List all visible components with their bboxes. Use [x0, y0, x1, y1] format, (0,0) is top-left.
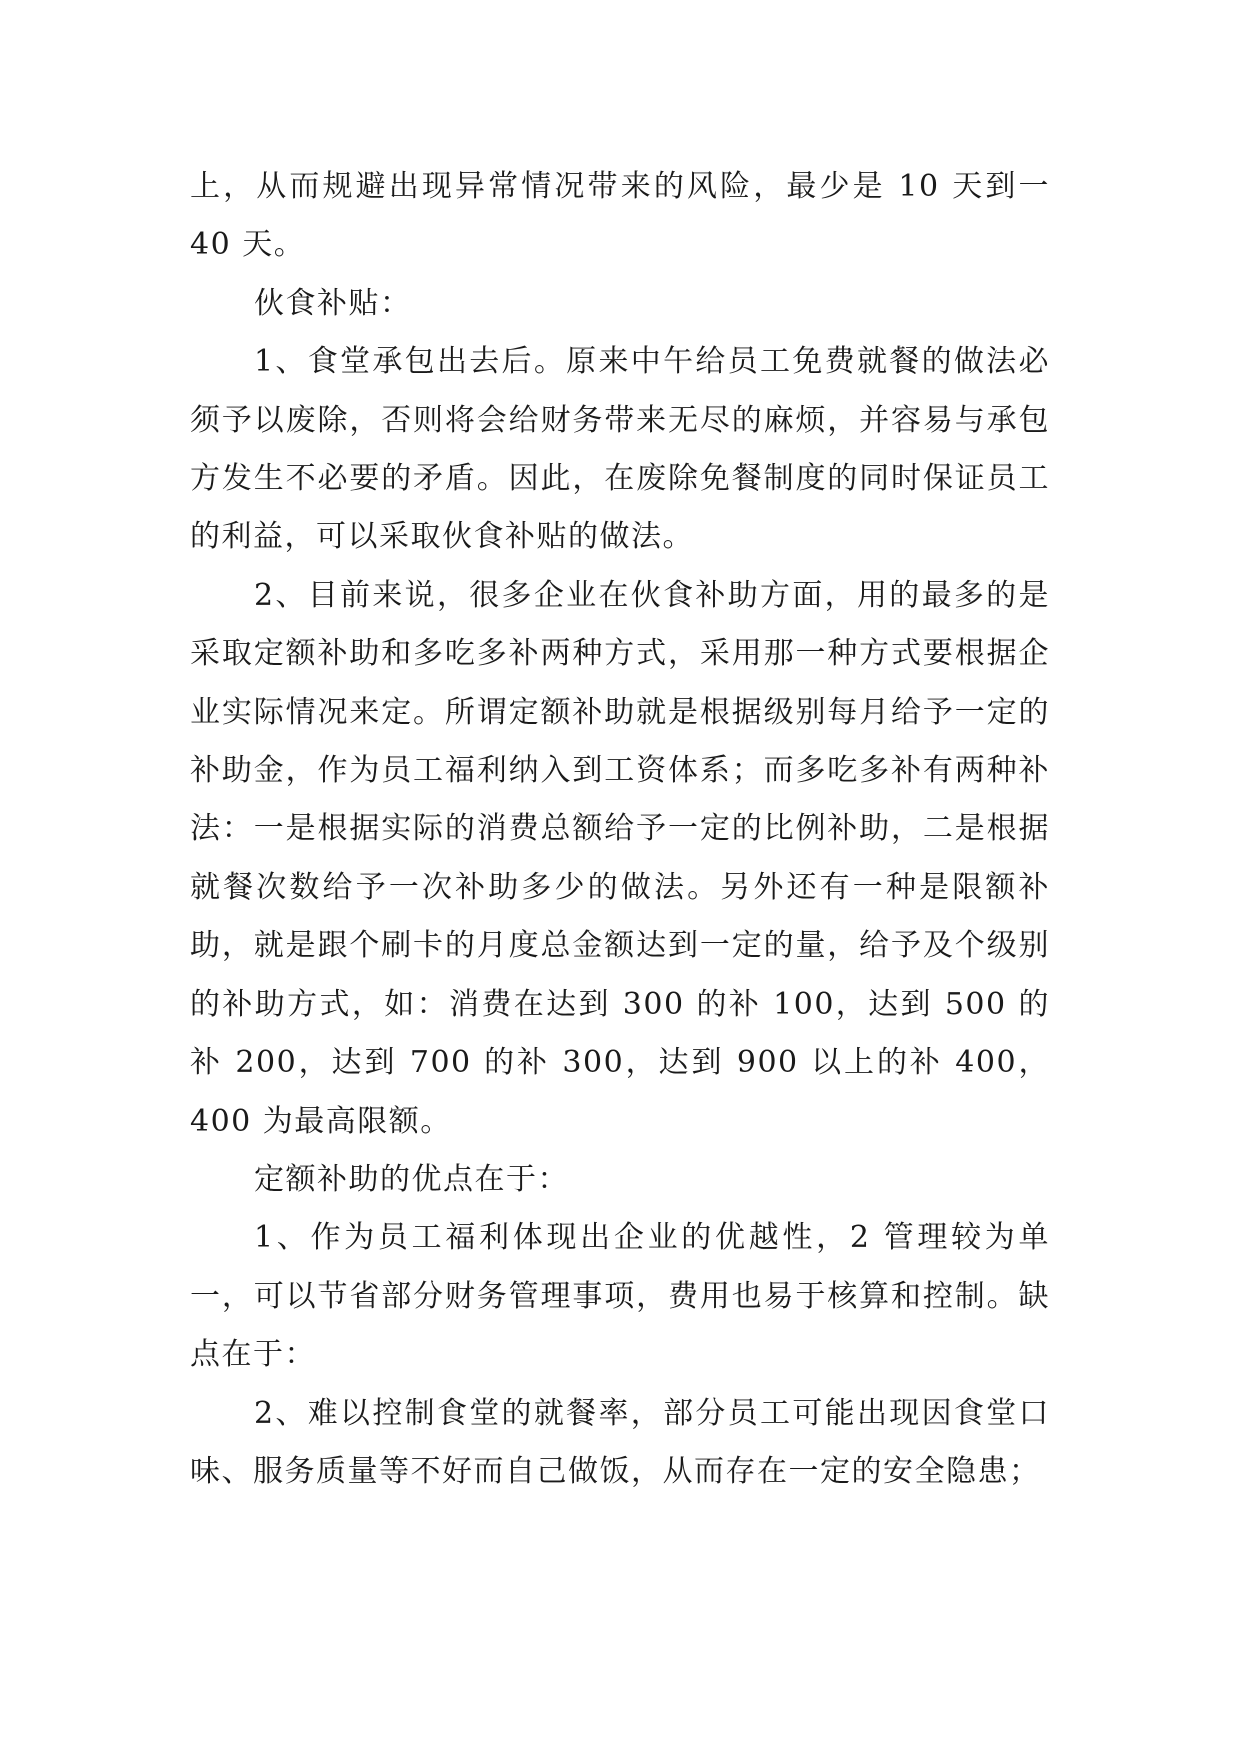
- heading-meal-allowance: 伙食补贴：: [254, 285, 412, 321]
- paragraph-item-1: 1、食堂承包出去后。原来中午给员工免费就餐的做法必须予以废除，否则将会给财务带来无尽的麻烦，并容易与承包方发生不必要的矛盾。因此，在废除免餐制度的同时保证员工的利益，可以采取伙食补贴的做法。: [190, 344, 1050, 555]
- paragraph-item-2: 2、目前来说，很多企业在伙食补助方面，用的最多的是采取定额补助和多吃多补两种方式，采用那一种方式要根据企业实际情况来定。所谓定额补助就是根据级别每月给予一定的补助金，作为员工福利纳入到工资体系；而多吃多补有两种补法：一是根据实际的消费总额给予一定的比例补助，二是根据就餐次数给予一次补助多少的做法。另外还有一种是限额补助，就是跟个刷卡的月度总金额达到一定的量，给予及个级别的补助方式，如：消费在达到 300 的补 100，达到 500 的补 200，达到 700 的补 300，达到 900 以上的补 400，400 为最高限额。: [190, 577, 1050, 1139]
- paragraph-continuation: 上，从而规避出现异常情况带来的风险，最少是 10 天到一 40 天。: [190, 169, 1050, 263]
- heading-fixed-subsidy-advantages: 定额补助的优点在于：: [254, 1161, 569, 1197]
- document-body: [190, 158, 1050, 1501]
- paragraph-disadvantage-2: 2、难以控制食堂的就餐率，部分员工可能出现因食堂口味、服务质量等不好而自己做饭，从而存在一定的安全隐患；: [190, 1395, 1050, 1489]
- paragraph-advantage-1: 1、作为员工福利体现出企业的优越性，2 管理较为单一，可以节省部分财务管理事项，费用也易于核算和控制。缺点在于：: [190, 1220, 1050, 1373]
